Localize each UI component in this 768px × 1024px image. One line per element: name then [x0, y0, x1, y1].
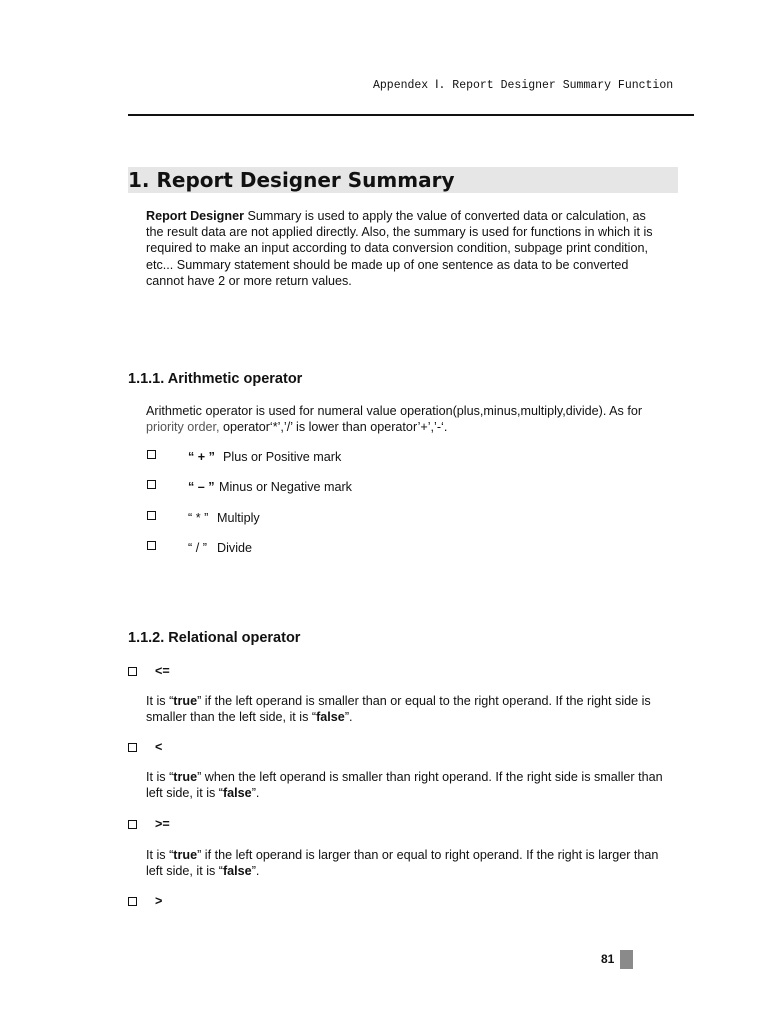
page-number: 81 — [601, 952, 615, 966]
list-item-multiply — [147, 511, 260, 525]
arithmetic-desc-line-1: Arithmetic operator is used for numeral value operation(plus,minus,multiply,divide). As for — [146, 404, 643, 418]
operator-symbol: “ + ” — [188, 450, 215, 464]
operator-symbol: “ * ” — [188, 511, 209, 525]
intro-line-5: cannot have 2 or more return values. — [146, 273, 352, 288]
intro-bold-term: Report Designer — [146, 209, 244, 223]
operator-symbol: < — [155, 740, 163, 754]
intro-line-1: Report Designer Summary is used to apply the value of converted data or calculation, as — [146, 209, 646, 223]
header-rule — [128, 114, 694, 116]
operator-description: Divide — [217, 541, 252, 555]
checkbox-square-icon — [128, 743, 137, 752]
checkbox-square-icon — [128, 897, 137, 906]
intro-line-2: the result data are not applied directly. Also, the summary is used for functions in which it is — [146, 225, 653, 240]
list-item-minus — [147, 480, 352, 494]
arithmetic-heading: 1.1.1. Arithmetic operator — [128, 371, 303, 387]
page-tab-marker — [620, 950, 633, 969]
intro-line-4: etc... Summary statement should be made up of one sentence as data to be converted — [146, 257, 629, 272]
checkbox-square-icon — [147, 541, 156, 550]
operator-symbol: > — [155, 894, 163, 908]
arithmetic-desc-line-2: priority order, operator‘*’,’/’ is lower than operator’+’,’-‘. — [146, 420, 448, 435]
operator-description: Multiply — [217, 511, 260, 525]
checkbox-square-icon — [147, 511, 156, 520]
operator-symbol: “ / ” — [188, 541, 207, 555]
intro-paragraph — [146, 208, 686, 289]
list-item-plus — [147, 450, 342, 464]
relational-desc-lt: It is “true” when the left operand is smaller than right operand. If the right side is smaller than left side, it is “false”. — [146, 770, 663, 801]
checkbox-square-icon — [128, 667, 137, 676]
relational-desc-le: It is “true” if the left operand is smaller than or equal to the right operand. If the right side is smaller than the left side, it is “false”. — [146, 694, 651, 725]
arithmetic-description — [146, 403, 686, 435]
operator-symbol: <= — [155, 664, 170, 678]
checkbox-square-icon — [128, 820, 137, 829]
section-title: 1. Report Designer Summary — [128, 168, 455, 192]
relational-heading: 1.1.2. Relational operator — [128, 630, 301, 646]
checkbox-square-icon — [147, 480, 156, 489]
checkbox-square-icon — [147, 450, 156, 459]
intro-line-3: required to make an input according to data conversion condition, subpage print condition, — [146, 241, 648, 256]
list-item-divide — [147, 541, 252, 555]
operator-symbol: >= — [155, 817, 170, 831]
running-header: Appendex Ⅰ. Report Designer Summary Function — [373, 79, 674, 92]
operator-symbol: “ – ” — [188, 480, 215, 494]
operator-description: Minus or Negative mark — [219, 480, 352, 494]
operator-description: Plus or Positive mark — [223, 450, 342, 464]
relational-desc-ge: It is “true” if the left operand is larger than or equal to right operand. If the right is larger than left side, it is “false”. — [146, 848, 659, 879]
